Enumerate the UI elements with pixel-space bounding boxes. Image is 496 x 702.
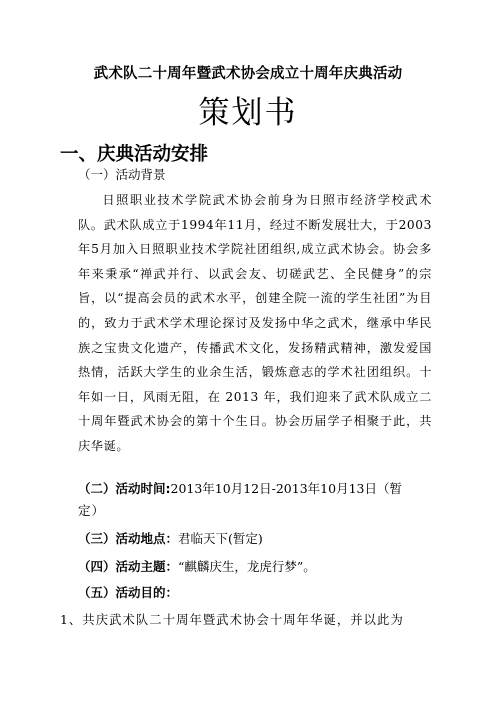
section-heading: 一、庆典活动安排: [60, 144, 209, 165]
activity-theme: [78, 558, 316, 576]
activity-time-continued: 定）: [78, 503, 106, 518]
activity-time-label: （二）活动时间:: [78, 481, 171, 496]
activity-location: [78, 530, 263, 548]
activity-time: [78, 480, 402, 498]
activity-purpose-heading: （五）活动目的：: [78, 585, 179, 600]
activity-location-value: 君临天下(暂定): [178, 531, 263, 546]
background-heading: （一）活动背景: [78, 167, 166, 182]
background-paragraph: 日照职业技术学院武术协会前身为日照市经济学校武术队。武术队成立于1994年11月，经过不断发展壮大，于2003年5月加入日照职业技术学院社团组织,成立武术协会。协会多年来秉承“禅武并行、以武会友、切磋武艺、全民健身”的宗旨，以“提高会员的武术水平，创建全院一流的学生社团”为目的，致力于武术学术理论探讨及发扬中华之武术，继承中华民族之宝贵文化遗产，传播武术文化，发扬精武精神，激发爱国热情，活跃大学生的业余生活，锻炼意志的学术社团组织。十年如一日，风雨无阻，在 2013 年，我们迎来了武术队成立二十周年暨武术协会的第十个生日。协会历届学子相聚于此，共庆华诞。: [78, 193, 432, 453]
activity-theme-value: “麒麟庆生，龙虎行梦”。: [178, 559, 316, 574]
activity-theme-label: （四）活动主题：: [78, 559, 179, 574]
activity-time-value: 2013年10月12日-2013年10月13日（暂: [170, 481, 402, 496]
document-subtitle: 策划书: [198, 95, 298, 131]
activity-location-label: （三）活动地点：: [78, 531, 179, 546]
purpose-item-1: 1、共庆武术队二十周年暨武术协会十周年华诞，并以此为: [60, 613, 404, 627]
document-title: 武术队二十周年暨武术协会成立十周年庆典活动: [93, 66, 403, 82]
